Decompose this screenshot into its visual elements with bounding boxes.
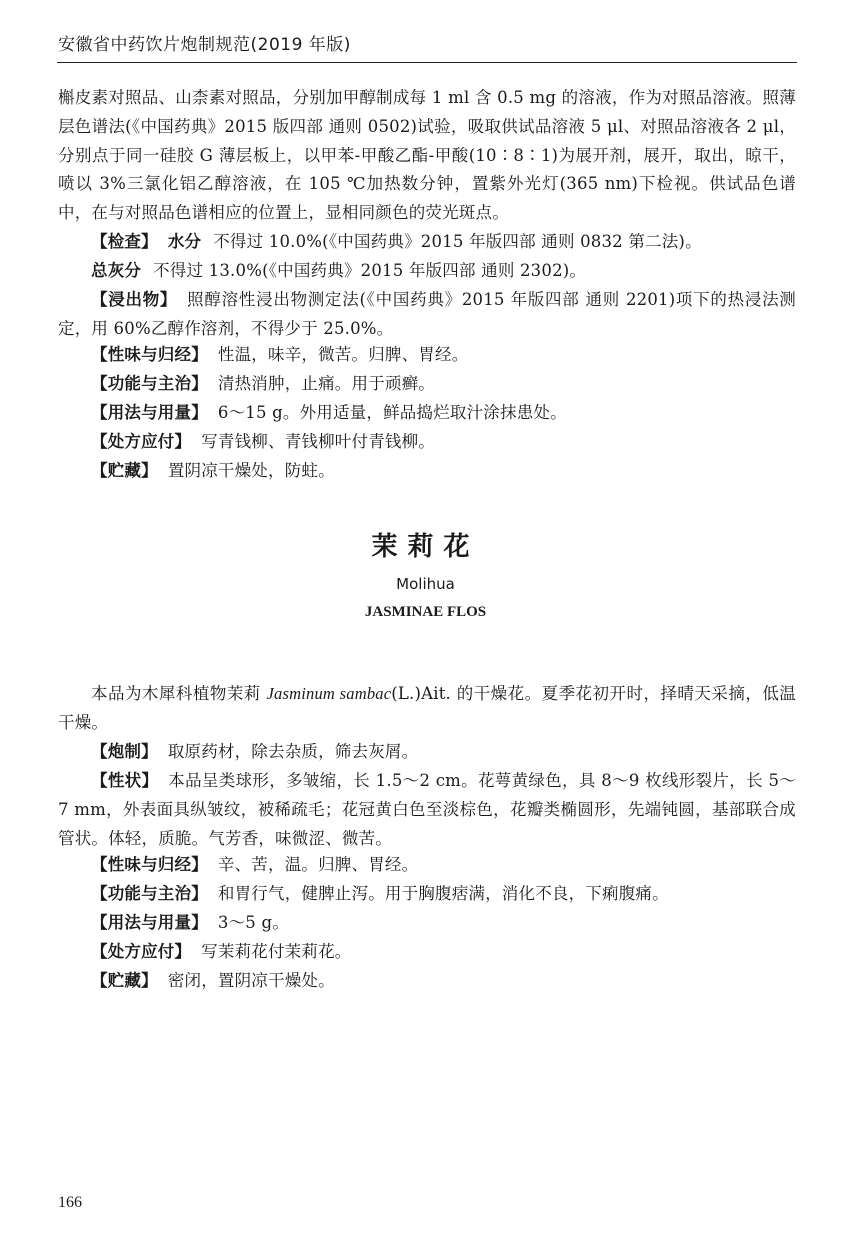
storage-row xyxy=(91,967,796,996)
water-label: 水分 xyxy=(167,232,202,251)
entry-pinyin: Molihua xyxy=(396,575,455,593)
prescription-text: 写茉莉花付茉莉花。 xyxy=(201,942,352,961)
processing-label: 【炮制】 xyxy=(91,742,158,761)
storage-label: 【贮藏】 xyxy=(91,971,158,990)
prescription-row xyxy=(91,938,796,967)
prescription-label: 【处方应付】 xyxy=(91,942,192,961)
prev-usage-row xyxy=(91,399,796,428)
function-row xyxy=(91,880,796,909)
prev-nature-row xyxy=(91,341,796,370)
usage-row xyxy=(91,909,796,938)
usage-label: 【用法与用量】 xyxy=(91,913,208,932)
ash-text: 不得过 13.0%(《中国药典》2015 年版四部 通则 2302)。 xyxy=(153,261,587,280)
identification-paragraph: 槲皮素对照品、山柰素对照品，分别加甲醇制成每 1 ml 含 0.5 mg 的溶液，作为对照品溶液。照薄层色谱法(《中国药典》2015 版四部 通则 0502)试验，吸取供试品溶液 5 μl、对照品溶液各 2 μl，分别点于同一硅胶 G 薄层板上，以甲苯-甲酸乙酯-甲酸(10∶8∶1)为展开剂，展开，取出，晾干，喷以 3%三氯化铝乙醇溶液，在 105 ℃加热数分钟，置紫外光灯(365 nm)下检视。供试品色谱中，在与对照品色谱相应的位置上，显相同颜色的荧光斑点。 xyxy=(58,88,796,223)
prev-usage-label: 【用法与用量】 xyxy=(91,403,208,422)
nature-row xyxy=(91,851,796,880)
prev-function-text: 清热消肿，止痛。用于顽癣。 xyxy=(217,374,436,393)
check-water-row xyxy=(91,228,796,257)
entry-title: 茉莉花 xyxy=(371,532,480,562)
usage-text: 3～5 g。 xyxy=(217,913,289,932)
processing-row xyxy=(91,738,796,767)
prev-usage-text: 6～15 g。外用适量，鲜品捣烂取汁涂抹患处。 xyxy=(217,403,567,422)
processing-text: 取原药材，除去杂质，筛去灰屑。 xyxy=(167,742,419,761)
description-pre: 本品为木犀科植物茉莉 xyxy=(91,684,267,703)
nature-label: 【性味与归经】 xyxy=(91,855,208,874)
extract-label: 【浸出物】 xyxy=(91,290,178,309)
check-label: 【检查】 xyxy=(91,232,158,251)
character-paragraph xyxy=(58,767,796,853)
ash-label: 总灰分 xyxy=(91,261,142,280)
ash-row xyxy=(91,257,796,286)
species-name: Jasminum sambac xyxy=(266,684,392,703)
prev-nature-label: 【性味与归经】 xyxy=(91,345,208,364)
prev-prescription-text: 写青钱柳、青钱柳叶付青钱柳。 xyxy=(201,432,436,451)
prev-function-label: 【功能与主治】 xyxy=(91,374,208,393)
prev-nature-text: 性温，味辛，微苦。归脾、胃经。 xyxy=(217,345,469,364)
extract-text: 照醇溶性浸出物测定法(《中国药典》2015 年版四部 通则 2201)项下的热浸法测定，用 60%乙醇作溶剂，不得少于 25.0%。 xyxy=(58,290,796,338)
function-text: 和胃行气，健脾止泻。用于胸腹痞满，消化不良，下痢腹痛。 xyxy=(217,884,669,903)
prev-storage-text: 置阴凉干燥处，防蛀。 xyxy=(167,461,335,480)
function-label: 【功能与主治】 xyxy=(91,884,208,903)
water-text: 不得过 10.0%(《中国药典》2015 年版四部 通则 0832 第二法)。 xyxy=(213,232,702,251)
character-text: 本品呈类球形，多皱缩，长 1.5～2 cm。花萼黄绿色，具 8～9 枚线形裂片，长 5～7 mm，外表面具纵皱纹，被稀疏毛；花冠黄白色至淡棕色，花瓣类椭圆形，先端钝圆，基部联合成管状。体轻，质脆。气芳香，味微涩、微苦。 xyxy=(58,771,796,848)
storage-text: 密闭，置阴凉干燥处。 xyxy=(167,971,335,990)
prev-storage-row xyxy=(91,457,796,486)
prev-storage-label: 【贮藏】 xyxy=(91,461,158,480)
prev-function-row xyxy=(91,370,796,399)
description-paragraph xyxy=(58,680,796,738)
prev-prescription-row xyxy=(91,428,796,457)
nature-text: 辛、苦，温。归脾、胃经。 xyxy=(217,855,419,874)
page-number: 166 xyxy=(58,1194,82,1211)
running-header: 安徽省中药饮片炮制规范(2019 年版) xyxy=(58,35,351,55)
character-label: 【性状】 xyxy=(91,771,159,790)
description-post: (L.)Ait. 的干燥花。夏季花初开时，择晴天采摘，低温干燥。 xyxy=(58,684,796,732)
entry-latin-name: JASMINAE FLOS xyxy=(364,604,487,620)
extract-paragraph xyxy=(58,286,796,344)
prev-prescription-label: 【处方应付】 xyxy=(91,432,192,451)
header-rule xyxy=(57,62,797,63)
